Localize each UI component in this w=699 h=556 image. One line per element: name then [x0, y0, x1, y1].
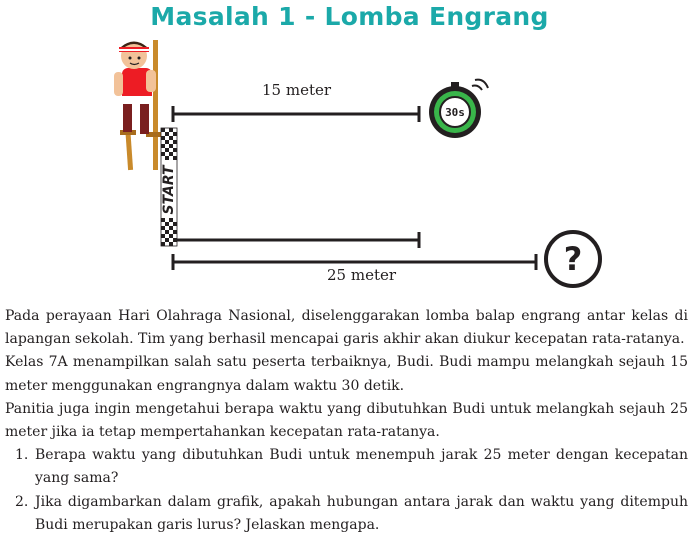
question-text: Berapa waktu yang dibutuhkan Budi untuk menempuh jarak 25 meter dengan kecepatan yang sama? — [35, 447, 688, 487]
paragraph: Kelas 7A menampilkan salah satu peserta terbaiknya, Budi. Budi mampu melangkah sejauh 15 meter menggunakan engrangnya dalam waktu 30 detik. — [5, 354, 688, 394]
distance-15m-line — [173, 106, 419, 122]
question-number: 2. — [15, 493, 29, 510]
page-title: Masalah 1 - Lomba Engrang — [150, 2, 549, 31]
distance-label-15m: 15 meter — [262, 81, 332, 99]
start-label: START — [161, 165, 177, 215]
question-mark-icon — [546, 232, 600, 286]
start-line-flag — [161, 128, 177, 246]
distance-15m-line-lower — [173, 232, 419, 248]
problem-text — [5, 305, 688, 537]
question-item — [5, 491, 688, 537]
question-number: 1. — [15, 447, 29, 464]
timer-text: 30s — [445, 106, 465, 119]
stilt-walker-figure — [114, 40, 162, 170]
question-item — [5, 444, 688, 490]
question-text: Jika digambarkan dalam grafik, apakah hubungan antara jarak dan waktu yang ditempuh Budi merupakan garis lurus? Jelaskan mengapa. — [35, 493, 688, 533]
paragraph: Pada perayaan Hari Olahraga Nasional, diselenggarakan lomba balap engrang antar kelas di lapangan sekolah. Tim yang berhasil mencapai garis akhir akan diukur kecepatan rata-ratanya. — [5, 308, 688, 348]
question-list — [5, 444, 688, 537]
unknown-symbol: ? — [563, 240, 583, 278]
paragraph: Panitia juga ingin mengetahui berapa waktu yang dibutuhkan Budi untuk melangkah sejauh 25 meter jika ia tetap mempertahankan kecepatan rata-ratanya. — [5, 400, 688, 441]
distance-label-25m: 25 meter — [327, 266, 397, 284]
stopwatch-icon — [429, 80, 488, 138]
